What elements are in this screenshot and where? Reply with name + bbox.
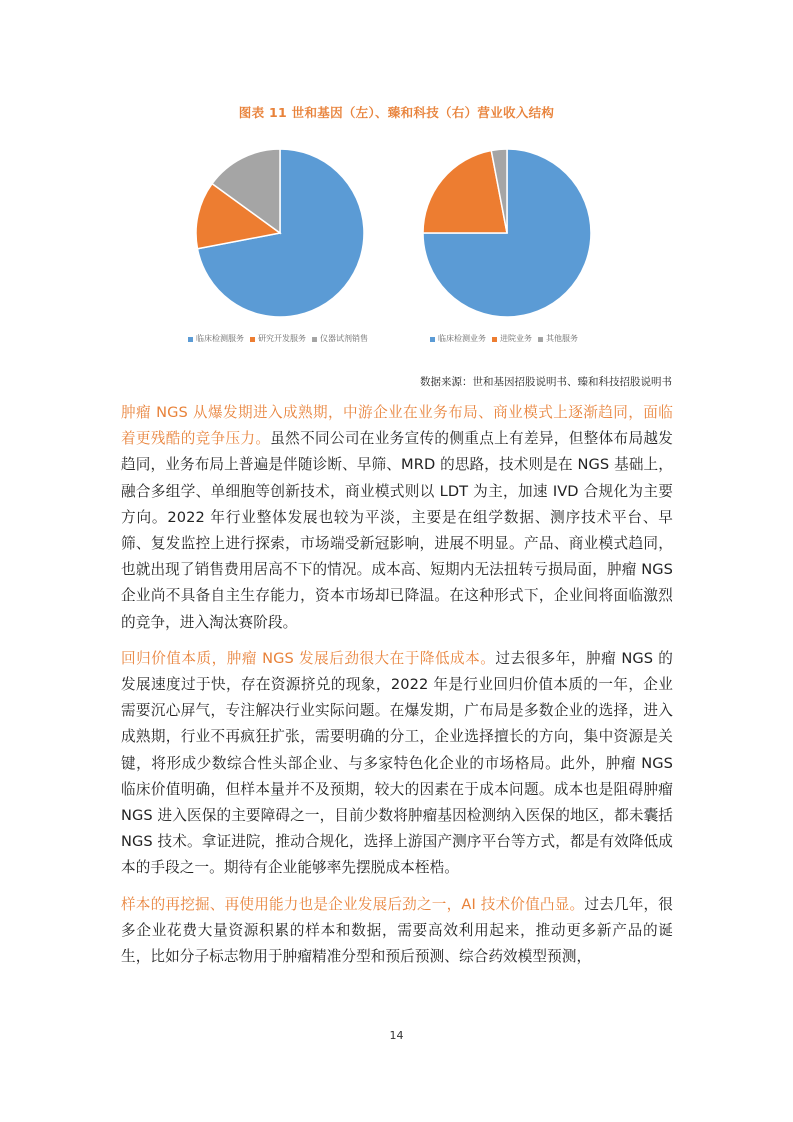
- paragraph-3: [121, 892, 673, 971]
- legend-swatch: [188, 337, 193, 342]
- paragraph-1-lead: 肿瘤 NGS 从爆发期进入成熟期，中游企业在业务布局、商业模式上逐渐趋同，面临着更残酷的竞争压力。: [121, 404, 673, 448]
- paragraph-2-lead: 回归价值本质，肿瘤 NGS 发展后劲很大在于降低成本。: [121, 649, 496, 667]
- legend-label: 进院业务: [500, 334, 532, 343]
- data-source: 数据来源：世和基因招股说明书、臻和科技招股说明书: [420, 376, 672, 388]
- pie-chart-left: [190, 148, 370, 322]
- legend-right: [430, 333, 584, 344]
- legend-item: [492, 334, 532, 343]
- legend-label: 临床检测业务: [438, 334, 486, 343]
- pie-chart-right-svg: [417, 148, 597, 318]
- legend-swatch: [250, 337, 255, 342]
- paragraph-2-text: 过去很多年，肿瘤 NGS 的发展速度过于快，存在资源挤兑的现象，2022 年是行业回归价值本质的一年，企业需要沉心屏气，专注解决行业实际问题。在爆发期，广布局是多数企业的选择，进入成熟期，行业不再疯狂扩张，需要明确的分工，企业选择擅长的方向，集中资源是关键，将形成少数综合性头部企业、与多家特色化企业的市场格局。此外，肿瘤 NGS 临床价值明确，但样本量并不及预期，较大的因素在于成本问题。成本也是阻碍肿瘤 NGS 进入医保的主要障碍之一，目前少数将肿瘤基因检测纳入医保的地区，都未囊括 NGS 技术。拿证进院，推动合规化，选择上游国产测序平台等方式，都是有效降低成本的手段之一。期待有企业能够率先摆脱成本桎梏。: [121, 649, 673, 877]
- paragraph-2: [121, 646, 673, 882]
- paragraph-1-text: 虽然不同公司在业务宣传的侧重点上有差异，但整体布局越发趋同，业务布局上普遍是伴随诊断、早筛、MRD 的思路，技术则是在 NGS 基础上，融合多组学、单细胞等创新技术，商业模式则以 LDT 为主，加速 IVD 合规化为主要方向。2022 年行业整体发展也较为平淡，主要是在组学数据、测序技术平台、早筛、复发监控上进行探索，市场端受新冠影响，进展不明显。产品、商业模式趋同，也就出现了销售费用居高不下的情况。成本高、短期内无法扭转亏损局面，肿瘤 NGS 企业尚不具备自主生存能力，资本市场却已降温。在这种形式下，企业间将面临激烈的竞争，进入淘汰赛阶段。: [121, 430, 673, 631]
- legend-item: [312, 334, 368, 343]
- figure-title: 图表 11 世和基因（左）、臻和科技（右）营业收入结构: [238, 105, 555, 120]
- legend-swatch: [430, 337, 435, 342]
- legend-left: [188, 333, 374, 344]
- legend-swatch: [492, 337, 497, 342]
- legend-item: [430, 334, 486, 343]
- legend-item: [538, 334, 578, 343]
- legend-label: 仪器试剂销售: [320, 334, 368, 343]
- legend-item: [250, 334, 306, 343]
- paragraph-3-text: 过去几年，很多企业花费大量资源积累的样本和数据，需要高效利用起来，推动更多新产品的诞生，比如分子标志物用于肿瘤精准分型和预后预测、综合药效模型预测，: [121, 895, 674, 966]
- legend-swatch: [538, 337, 543, 342]
- legend-label: 临床检测服务: [196, 334, 244, 343]
- paragraph-1: [121, 400, 673, 636]
- legend-label: 研究开发服务: [258, 334, 306, 343]
- pie-chart-right: [417, 148, 597, 322]
- legend-label: 其他服务: [546, 334, 578, 343]
- legend-swatch: [312, 337, 317, 342]
- legend-item: [188, 334, 244, 343]
- page-number: 14: [389, 1029, 404, 1042]
- pie-chart-left-svg: [190, 148, 370, 318]
- paragraph-3-lead: 样本的再挖掘、再使用能力也是企业发展后劲之一，AI 技术价值凸显。: [121, 895, 585, 913]
- body-text: [121, 400, 673, 980]
